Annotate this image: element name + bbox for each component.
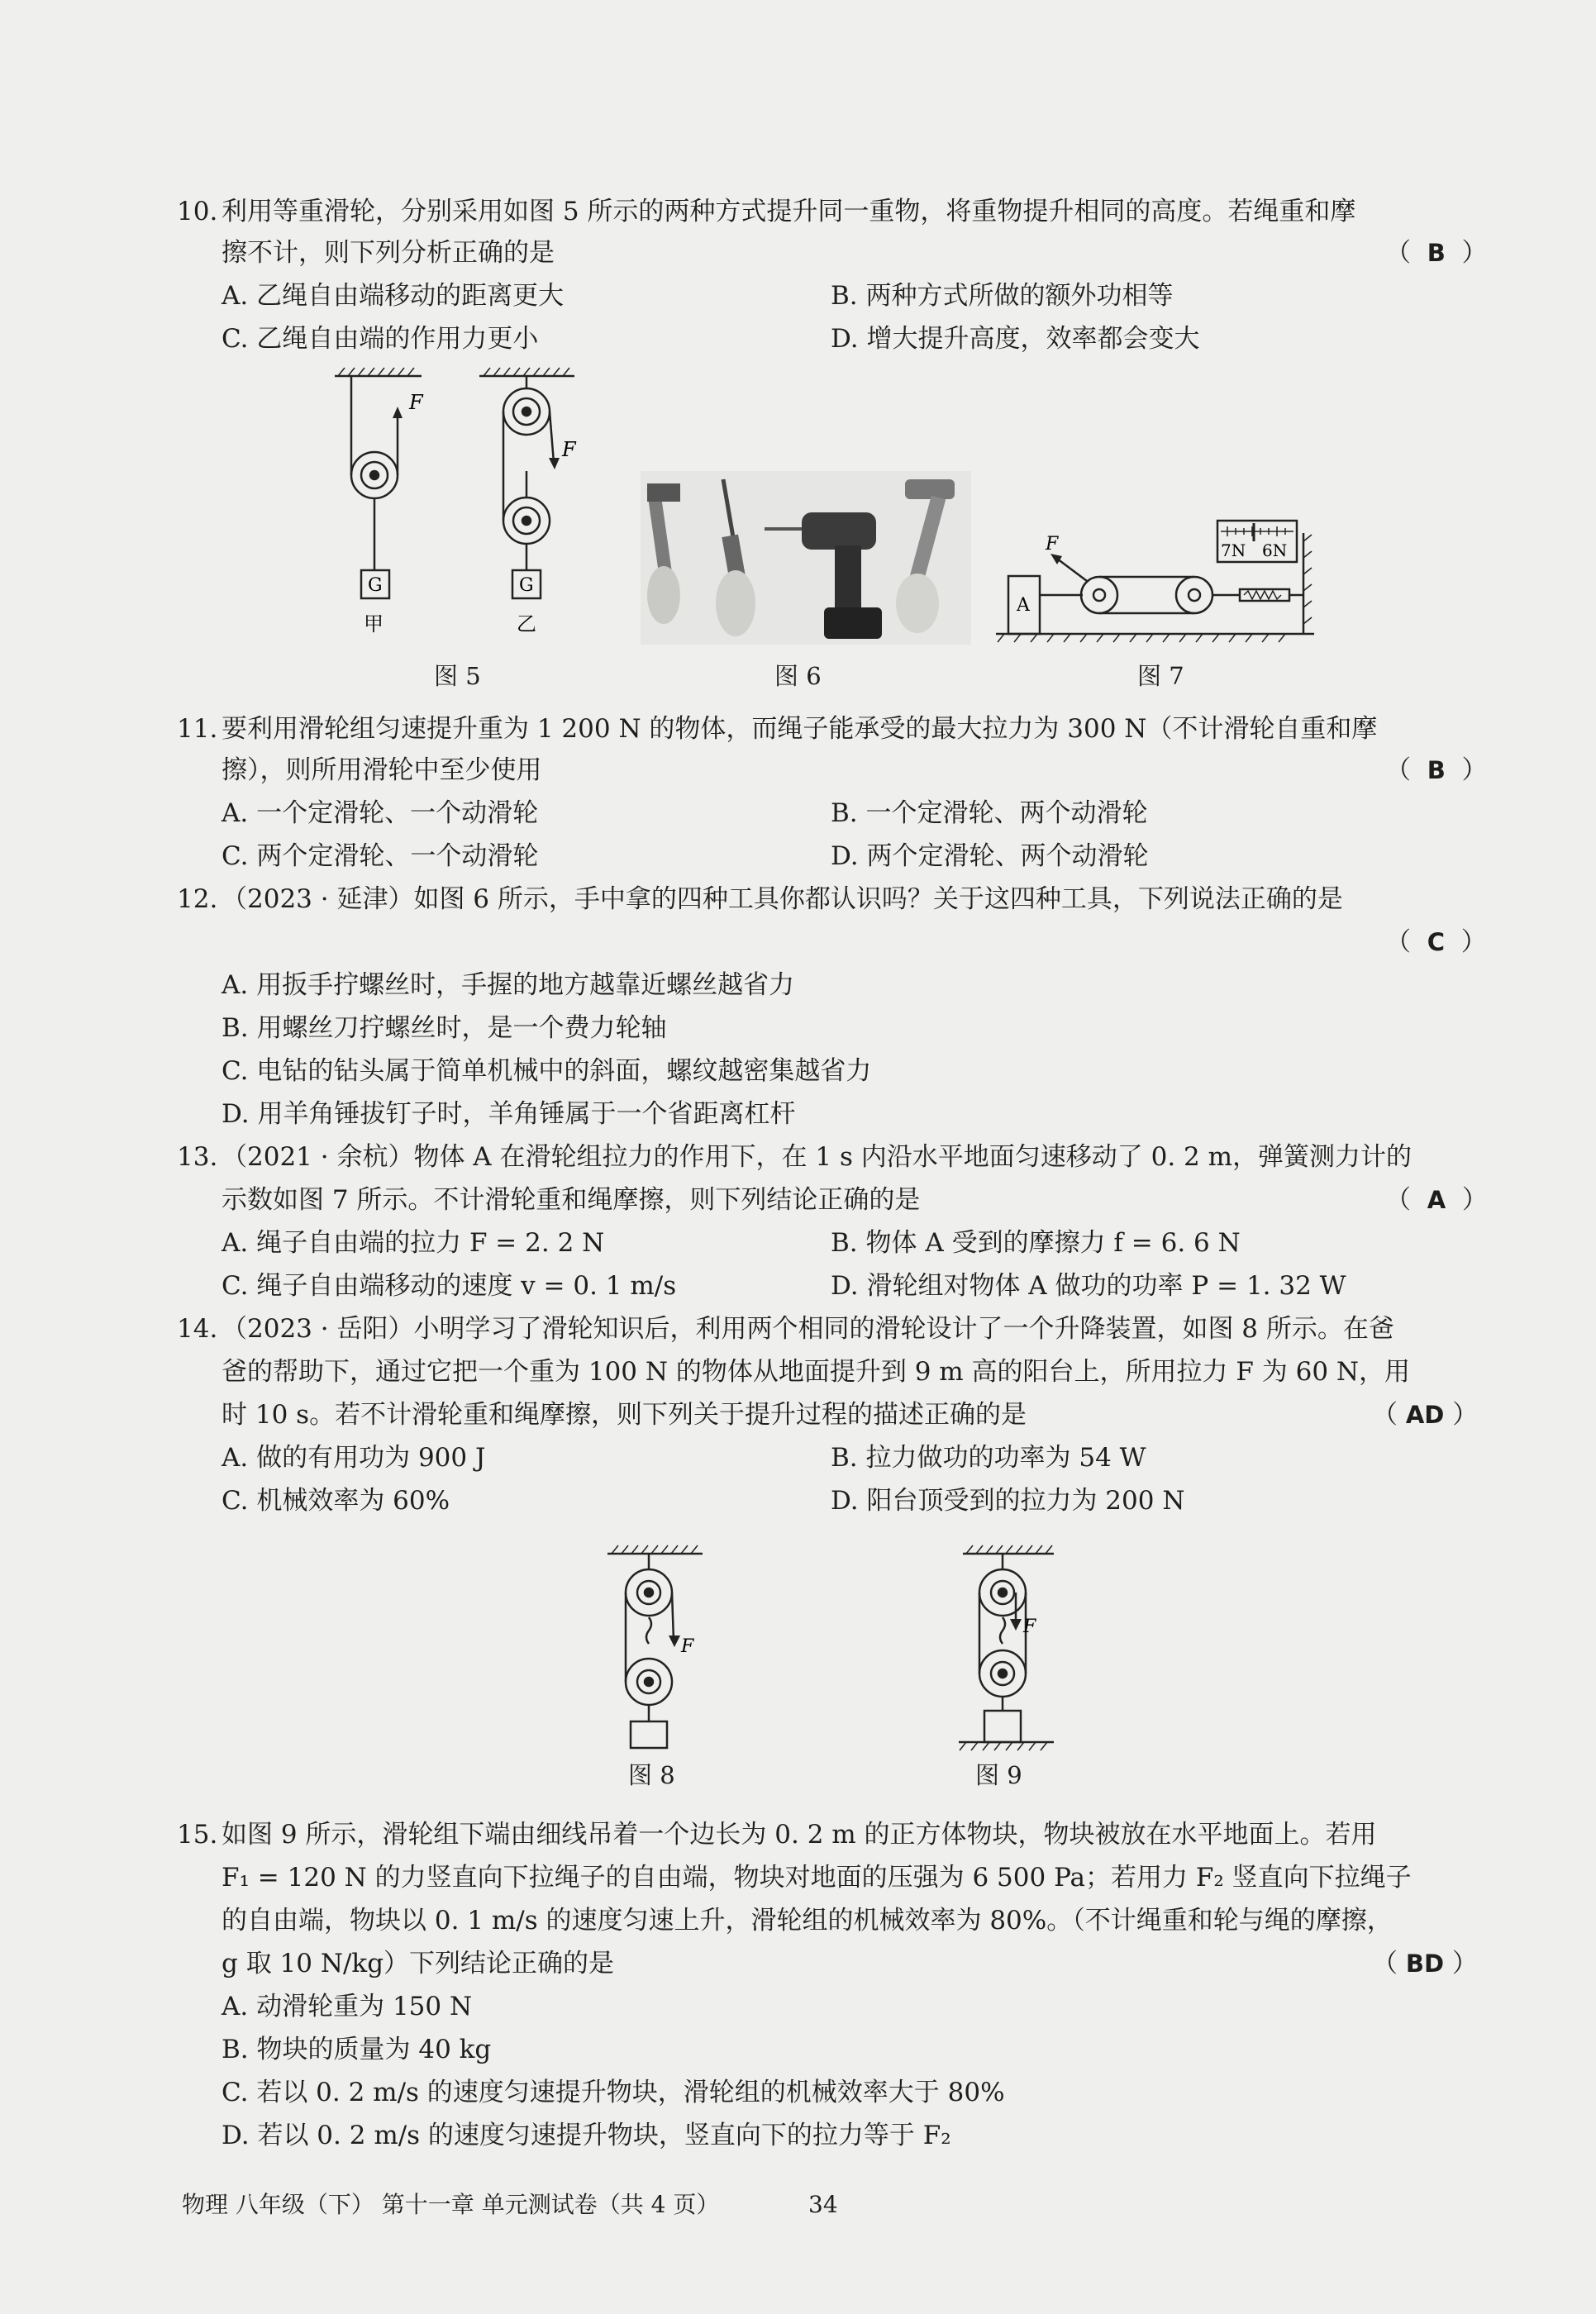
q11-answer-value: B [1427, 756, 1446, 784]
q13-number: 13. [177, 1142, 218, 1172]
q15-option-d: D. 若以 0. 2 m/s 的速度匀速提升物块，竖直向下的拉力等于 F₂ [222, 2121, 951, 2150]
fig5-label-jia: 甲 [364, 612, 384, 636]
q13-stem-line1: （2021 · 余杭）物体 A 在滑轮组拉力的作用下，在 1 s 内沿水平地面匀速移动了 0. 2 m，弹簧测力计的 [222, 1142, 1412, 1172]
q13-option-b: B. 物体 A 受到的摩擦力 f = 6. 6 N [831, 1228, 1241, 1258]
figure-8-pulley-diagram [595, 1541, 727, 1756]
q15-stem-line1: 如图 9 所示，滑轮组下端由细线吊着一个边长为 0. 2 m 的正方体物块，物块被放在水平地面上。若用 [222, 1820, 1377, 1850]
q14-stem-line3: 时 10 s。若不计滑轮重和绳摩擦，则下列关于提升过程的描述正确的是 [222, 1400, 1027, 1430]
fig5-force-label-yi: F [562, 438, 576, 461]
q14-option-c: C. 机械效率为 60% [222, 1486, 450, 1516]
q15-stem-line3: 的自由端，物块以 0. 1 m/s 的速度匀速上升，滑轮组的机械效率为 80%。（不计绳重和轮与绳的摩擦， [222, 1906, 1393, 1935]
figure-7-horizontal-pulley [996, 517, 1327, 645]
q12-answer: （ C ） [1385, 927, 1487, 957]
fig8-force-label: F [681, 1636, 694, 1657]
q14-answer: （ AD ） [1372, 1400, 1479, 1430]
q11-answer: （ B ） [1385, 755, 1488, 785]
q15-option-c: C. 若以 0. 2 m/s 的速度匀速提升物块，滑轮组的机械效率大于 80% [222, 2078, 1005, 2107]
fig7-block-label: A [1017, 595, 1030, 616]
figure-5-pulley-diagram [326, 364, 599, 645]
q14-stem-line1: （2023 · 岳阳）小明学习了滑轮知识后，利用两个相同的滑轮设计了一个升降装置，如图 8 所示。在爸 [222, 1314, 1394, 1344]
q14-option-a: A. 做的有用功为 900 J [222, 1443, 486, 1473]
fig7-scale-right: 6N [1262, 540, 1288, 560]
q15-number: 15. [177, 1820, 218, 1850]
q10-answer: （ B ） [1385, 238, 1488, 268]
fig9-caption: 图 9 [975, 1761, 1022, 1789]
figure-9-pulley-diagram [946, 1541, 1079, 1756]
q13-option-a: A. 绳子自由端的拉力 F = 2. 2 N [222, 1228, 605, 1258]
q12-stem-line1: （2023 · 延津）如图 6 所示，手中拿的四种工具你都认识吗？关于这四种工具，下列说法正确的是 [222, 884, 1343, 914]
q10-option-b: B. 两种方式所做的额外功相等 [831, 281, 1174, 311]
page-number: 34 [808, 2191, 838, 2218]
fig7-force-label: F [1046, 534, 1059, 555]
q13-option-d: D. 滑轮组对物体 A 做功的功率 P = 1. 32 W [831, 1271, 1346, 1301]
q10-option-c: C. 乙绳自由端的作用力更小 [222, 324, 539, 354]
fig5-label-yi: 乙 [517, 612, 536, 636]
fig5-force-label-jia: F [409, 391, 423, 414]
q13-stem-line2: 示数如图 7 所示。不计滑轮重和绳摩擦，则下列结论正确的是 [222, 1185, 921, 1215]
q15-stem-line4: g 取 10 N/kg）下列结论正确的是 [222, 1949, 615, 1978]
q13-answer-value: A [1427, 1186, 1446, 1214]
q15-option-b: B. 物块的质量为 40 kg [222, 2035, 492, 2064]
q14-stem-line2: 爸的帮助下，通过它把一个重为 100 N 的物体从地面提升到 9 m 高的阳台上，所用拉力 F 为 60 N，用 [222, 1357, 1411, 1387]
q13-answer: （ A ） [1385, 1185, 1488, 1215]
q15-answer-value: BD [1405, 1950, 1445, 1978]
fig9-force-label: F [1023, 1616, 1036, 1637]
q11-option-d: D. 两个定滑轮、两个动滑轮 [831, 841, 1149, 871]
q15-stem-line2: F₁ = 120 N 的力竖直向下拉绳子的自由端，物块对地面的压强为 6 500 Pa；若用力 F₂ 竖直向下拉绳子 [222, 1863, 1412, 1893]
fig7-scale-left: 7N [1221, 540, 1246, 560]
q10-option-d: D. 增大提升高度，效率都会变大 [831, 324, 1200, 354]
q15-option-a: A. 动滑轮重为 150 N [222, 1992, 473, 2021]
q12-option-a: A. 用扳手拧螺丝时，手握的地方越靠近螺丝越省力 [222, 970, 795, 1000]
q11-option-a: A. 一个定滑轮、一个动滑轮 [222, 798, 539, 828]
page-footer: 物理 八年级（下） 第十一章 单元测试卷（共 4 页） [182, 2191, 720, 2218]
fig8-caption: 图 8 [628, 1761, 675, 1789]
fig6-caption: 图 6 [774, 662, 822, 690]
q10-number: 10. [177, 197, 218, 226]
q11-stem-line1: 要利用滑轮组匀速提升重为 1 200 N 的物体，而绳子能承受的最大拉力为 300 N（不计滑轮自重和摩 [222, 714, 1378, 744]
q12-answer-value: C [1427, 928, 1446, 956]
fig5-weight-yi: G [519, 575, 534, 596]
figure-6-tools-photo [641, 471, 971, 645]
q10-stem-line1: 利用等重滑轮，分别采用如图 5 所示的两种方式提升同一重物，将重物提升相同的高度。若绳重和摩 [222, 197, 1356, 226]
q10-option-a: A. 乙绳自由端移动的距离更大 [222, 281, 565, 311]
fig7-caption: 图 7 [1137, 662, 1184, 690]
q10-stem-line2: 擦不计，则下列分析正确的是 [222, 238, 555, 268]
q14-number: 14. [177, 1314, 218, 1344]
q12-option-b: B. 用螺丝刀拧螺丝时，是一个费力轮轴 [222, 1013, 667, 1043]
q14-option-b: B. 拉力做功的功率为 54 W [831, 1443, 1146, 1473]
fig5-weight-jia: G [368, 575, 383, 596]
q12-option-d: D. 用羊角锤拔钉子时，羊角锤属于一个省距离杠杆 [222, 1099, 796, 1129]
q11-option-c: C. 两个定滑轮、一个动滑轮 [222, 841, 539, 871]
q14-option-d: D. 阳台顶受到的拉力为 200 N [831, 1486, 1185, 1516]
q11-number: 11. [177, 714, 218, 744]
fig5-caption: 图 5 [434, 662, 481, 690]
q15-answer: （ BD ） [1372, 1949, 1478, 1978]
q11-stem-line2: 擦），则所用滑轮中至少使用 [222, 755, 542, 785]
q14-answer-value: AD [1405, 1401, 1445, 1429]
q10-answer-value: B [1427, 239, 1446, 267]
q12-option-c: C. 电钻的钻头属于简单机械中的斜面，螺纹越密集越省力 [222, 1056, 872, 1086]
q12-number: 12. [177, 884, 218, 914]
q11-option-b: B. 一个定滑轮、两个动滑轮 [831, 798, 1148, 828]
q13-option-c: C. 绳子自由端移动的速度 v = 0. 1 m/s [222, 1271, 677, 1301]
